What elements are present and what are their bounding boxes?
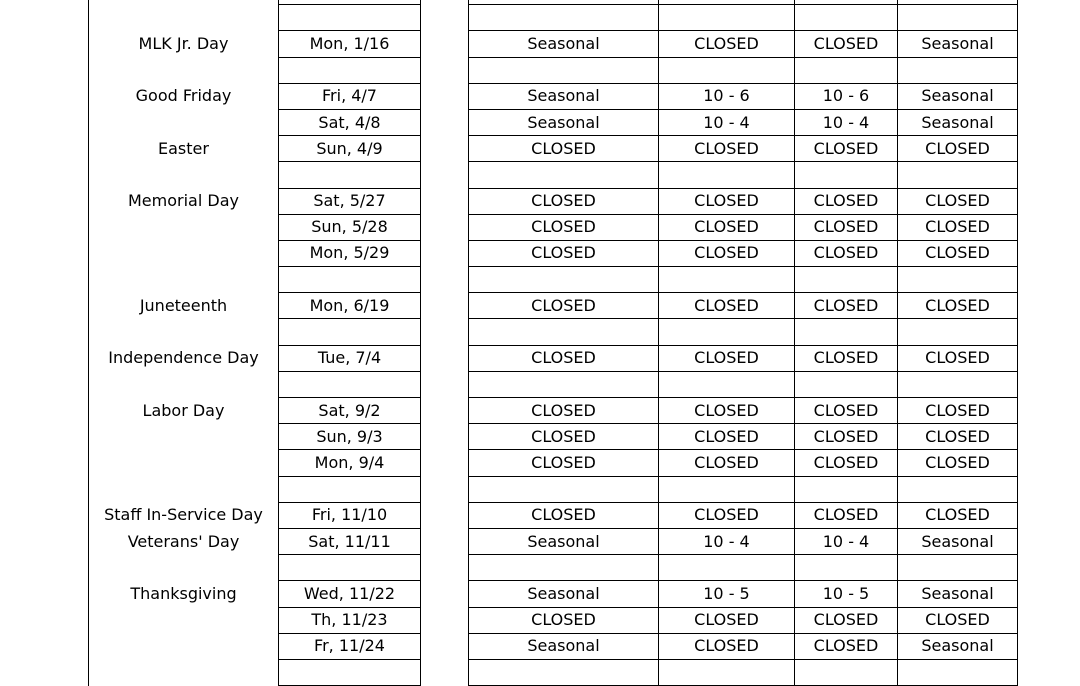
- hours-column-4-cell: CLOSED: [898, 136, 1018, 162]
- date-cell: [279, 659, 421, 685]
- hours-column-4-cell: CLOSED: [898, 424, 1018, 450]
- hours-column-4-cell: Seasonal: [898, 31, 1018, 57]
- hours-column-1-cell: CLOSED: [469, 188, 659, 214]
- hours-column-1-cell: CLOSED: [469, 502, 659, 528]
- date-cell: Fri, 4/7: [279, 83, 421, 109]
- hours-column-1-cell: CLOSED: [469, 345, 659, 371]
- hours-column-3-cell: CLOSED: [795, 607, 898, 633]
- blank-column-cell: [421, 607, 469, 633]
- table-row: [89, 502, 1018, 528]
- blank-column-cell: [421, 31, 469, 57]
- hours-column-2-cell: [659, 319, 795, 345]
- date-cell: Fri, 11/10: [279, 502, 421, 528]
- table-row: [89, 162, 1018, 188]
- hours-column-2-cell: 10 - 5: [659, 581, 795, 607]
- date-cell: [279, 476, 421, 502]
- holiday-name-cell: Labor Day: [89, 398, 279, 424]
- date-cell: Fr, 11/24: [279, 633, 421, 659]
- hours-column-1-cell: [469, 476, 659, 502]
- date-cell: Mon, 9/4: [279, 450, 421, 476]
- hours-column-3-cell: [795, 476, 898, 502]
- table-row: [89, 633, 1018, 659]
- hours-column-2-cell: CLOSED: [659, 502, 795, 528]
- table-row: [89, 31, 1018, 57]
- hours-column-1-cell: Seasonal: [469, 633, 659, 659]
- hours-column-1-cell: [469, 659, 659, 685]
- hours-column-1-cell: Seasonal: [469, 581, 659, 607]
- date-cell: Sat, 5/27: [279, 188, 421, 214]
- date-cell: Mon, 6/19: [279, 293, 421, 319]
- holiday-name-cell: [89, 659, 279, 685]
- hours-column-4-cell: CLOSED: [898, 293, 1018, 319]
- holiday-name-cell: [89, 476, 279, 502]
- table-row: [89, 136, 1018, 162]
- hours-column-3-cell: [795, 267, 898, 293]
- date-cell: Th, 11/23: [279, 607, 421, 633]
- date-cell: [279, 319, 421, 345]
- holiday-name-cell: [89, 607, 279, 633]
- hours-column-4-cell: Seasonal: [898, 83, 1018, 109]
- hours-column-2-cell: 10 - 6: [659, 83, 795, 109]
- hours-column-4-cell: CLOSED: [898, 398, 1018, 424]
- holiday-name-cell: [89, 267, 279, 293]
- holiday-name-cell: [89, 109, 279, 135]
- hours-column-3-cell: 10 - 4: [795, 109, 898, 135]
- date-cell: Sun, 4/9: [279, 136, 421, 162]
- hours-column-2-cell: CLOSED: [659, 188, 795, 214]
- holiday-name-cell: Good Friday: [89, 83, 279, 109]
- blank-column-cell: [421, 162, 469, 188]
- holiday-name-cell: [89, 371, 279, 397]
- holiday-name-cell: [89, 240, 279, 266]
- holiday-name-cell: [89, 450, 279, 476]
- blank-column-cell: [421, 502, 469, 528]
- blank-column-cell: [421, 240, 469, 266]
- hours-column-3-cell: CLOSED: [795, 214, 898, 240]
- hours-column-4-cell: CLOSED: [898, 345, 1018, 371]
- table-row: [89, 450, 1018, 476]
- blank-column-cell: [421, 398, 469, 424]
- hours-column-3-cell: CLOSED: [795, 398, 898, 424]
- hours-column-1-cell: [469, 267, 659, 293]
- hours-column-1-cell: [469, 371, 659, 397]
- date-cell: Mon, 1/16: [279, 31, 421, 57]
- hours-column-4-cell: CLOSED: [898, 188, 1018, 214]
- hours-column-4-cell: Seasonal: [898, 581, 1018, 607]
- hours-column-1-cell: Seasonal: [469, 31, 659, 57]
- blank-column-cell: [421, 345, 469, 371]
- blank-column-cell: [421, 83, 469, 109]
- hours-column-3-cell: CLOSED: [795, 240, 898, 266]
- date-cell: [279, 267, 421, 293]
- table-row: [89, 319, 1018, 345]
- holiday-name-cell: Memorial Day: [89, 188, 279, 214]
- hours-column-3-cell: [795, 659, 898, 685]
- hours-column-4-cell: [898, 162, 1018, 188]
- blank-column-cell: [421, 136, 469, 162]
- hours-column-4-cell: [898, 555, 1018, 581]
- blank-column-cell: [421, 5, 469, 31]
- hours-column-3-cell: [795, 162, 898, 188]
- hours-column-2-cell: [659, 162, 795, 188]
- blank-column-cell: [421, 476, 469, 502]
- blank-column-cell: [421, 371, 469, 397]
- holiday-name-cell: [89, 214, 279, 240]
- hours-column-3-cell: CLOSED: [795, 345, 898, 371]
- table-row: [89, 528, 1018, 554]
- table-row: [89, 607, 1018, 633]
- hours-column-3-cell: CLOSED: [795, 502, 898, 528]
- blank-column-cell: [421, 319, 469, 345]
- hours-column-2-cell: [659, 5, 795, 31]
- date-cell: [279, 57, 421, 83]
- blank-column-cell: [421, 57, 469, 83]
- hours-column-2-cell: 10 - 4: [659, 528, 795, 554]
- hours-column-2-cell: CLOSED: [659, 214, 795, 240]
- hours-column-2-cell: CLOSED: [659, 240, 795, 266]
- blank-column-cell: [421, 424, 469, 450]
- date-cell: [279, 371, 421, 397]
- hours-column-1-cell: CLOSED: [469, 214, 659, 240]
- holiday-name-cell: Juneteenth: [89, 293, 279, 319]
- hours-column-4-cell: [898, 319, 1018, 345]
- hours-column-2-cell: [659, 659, 795, 685]
- table-row: [89, 371, 1018, 397]
- hours-column-1-cell: CLOSED: [469, 424, 659, 450]
- hours-column-4-cell: [898, 5, 1018, 31]
- blank-column-cell: [421, 214, 469, 240]
- hours-column-3-cell: CLOSED: [795, 424, 898, 450]
- blank-column-cell: [421, 528, 469, 554]
- hours-column-2-cell: CLOSED: [659, 345, 795, 371]
- hours-column-3-cell: CLOSED: [795, 188, 898, 214]
- date-cell: Sun, 9/3: [279, 424, 421, 450]
- blank-column-cell: [421, 633, 469, 659]
- table-row: [89, 57, 1018, 83]
- hours-column-2-cell: CLOSED: [659, 633, 795, 659]
- hours-column-2-cell: CLOSED: [659, 31, 795, 57]
- hours-column-4-cell: CLOSED: [898, 240, 1018, 266]
- table-row: [89, 398, 1018, 424]
- hours-column-1-cell: CLOSED: [469, 136, 659, 162]
- hours-column-1-cell: CLOSED: [469, 398, 659, 424]
- hours-column-4-cell: [898, 659, 1018, 685]
- holiday-name-cell: [89, 162, 279, 188]
- hours-column-3-cell: CLOSED: [795, 31, 898, 57]
- holiday-name-cell: [89, 5, 279, 31]
- date-cell: Sun, 5/28: [279, 214, 421, 240]
- table-row: [89, 424, 1018, 450]
- holiday-name-cell: Independence Day: [89, 345, 279, 371]
- table-row: [89, 109, 1018, 135]
- table-body: [89, 0, 1018, 686]
- hours-column-3-cell: [795, 371, 898, 397]
- hours-column-1-cell: [469, 162, 659, 188]
- hours-column-4-cell: [898, 57, 1018, 83]
- holiday-name-cell: [89, 319, 279, 345]
- blank-column-cell: [421, 581, 469, 607]
- blank-column-cell: [421, 450, 469, 476]
- hours-column-2-cell: [659, 371, 795, 397]
- hours-column-2-cell: CLOSED: [659, 293, 795, 319]
- hours-column-4-cell: Seasonal: [898, 633, 1018, 659]
- blank-column-cell: [421, 293, 469, 319]
- hours-column-4-cell: CLOSED: [898, 450, 1018, 476]
- hours-column-2-cell: [659, 57, 795, 83]
- holiday-name-cell: Veterans' Day: [89, 528, 279, 554]
- hours-column-1-cell: [469, 57, 659, 83]
- date-cell: [279, 555, 421, 581]
- table-row: [89, 345, 1018, 371]
- holiday-name-cell: MLK Jr. Day: [89, 31, 279, 57]
- date-cell: [279, 5, 421, 31]
- holiday-name-cell: [89, 555, 279, 581]
- hours-column-3-cell: 10 - 5: [795, 581, 898, 607]
- hours-column-4-cell: [898, 476, 1018, 502]
- table-row: [89, 555, 1018, 581]
- date-cell: Sat, 9/2: [279, 398, 421, 424]
- hours-column-2-cell: CLOSED: [659, 450, 795, 476]
- hours-column-2-cell: CLOSED: [659, 607, 795, 633]
- blank-column-cell: [421, 109, 469, 135]
- table-row: [89, 240, 1018, 266]
- hours-column-3-cell: [795, 555, 898, 581]
- table-row: [89, 476, 1018, 502]
- date-cell: Mon, 5/29: [279, 240, 421, 266]
- hours-column-3-cell: CLOSED: [795, 293, 898, 319]
- holiday-name-cell: [89, 633, 279, 659]
- hours-column-1-cell: [469, 5, 659, 31]
- hours-column-4-cell: [898, 371, 1018, 397]
- table-row: [89, 659, 1018, 685]
- holiday-hours-table: [88, 0, 1018, 686]
- hours-column-3-cell: CLOSED: [795, 633, 898, 659]
- table-row: [89, 581, 1018, 607]
- hours-column-1-cell: Seasonal: [469, 528, 659, 554]
- hours-column-3-cell: 10 - 4: [795, 528, 898, 554]
- table-row: [89, 188, 1018, 214]
- hours-column-1-cell: [469, 555, 659, 581]
- holiday-name-cell: Easter: [89, 136, 279, 162]
- blank-column-cell: [421, 555, 469, 581]
- hours-column-4-cell: CLOSED: [898, 607, 1018, 633]
- blank-column-cell: [421, 659, 469, 685]
- hours-column-2-cell: [659, 267, 795, 293]
- hours-column-1-cell: CLOSED: [469, 240, 659, 266]
- hours-column-3-cell: [795, 319, 898, 345]
- holiday-name-cell: Staff In-Service Day: [89, 502, 279, 528]
- hours-column-3-cell: CLOSED: [795, 136, 898, 162]
- date-cell: [279, 162, 421, 188]
- hours-column-2-cell: CLOSED: [659, 398, 795, 424]
- hours-column-4-cell: CLOSED: [898, 214, 1018, 240]
- table-row: [89, 83, 1018, 109]
- hours-column-4-cell: CLOSED: [898, 502, 1018, 528]
- hours-column-1-cell: CLOSED: [469, 607, 659, 633]
- hours-column-3-cell: 10 - 6: [795, 83, 898, 109]
- blank-column-cell: [421, 188, 469, 214]
- holiday-name-cell: Thanksgiving: [89, 581, 279, 607]
- table-row: [89, 293, 1018, 319]
- hours-column-1-cell: CLOSED: [469, 450, 659, 476]
- hours-column-1-cell: [469, 319, 659, 345]
- blank-column-cell: [421, 267, 469, 293]
- hours-column-1-cell: Seasonal: [469, 109, 659, 135]
- date-cell: Sat, 11/11: [279, 528, 421, 554]
- hours-column-4-cell: Seasonal: [898, 109, 1018, 135]
- hours-column-1-cell: Seasonal: [469, 83, 659, 109]
- hours-column-3-cell: [795, 57, 898, 83]
- hours-column-3-cell: [795, 5, 898, 31]
- hours-column-2-cell: [659, 555, 795, 581]
- table-row: [89, 5, 1018, 31]
- date-cell: Sat, 4/8: [279, 109, 421, 135]
- table-row: [89, 214, 1018, 240]
- date-cell: Wed, 11/22: [279, 581, 421, 607]
- holiday-name-cell: [89, 424, 279, 450]
- hours-column-4-cell: [898, 267, 1018, 293]
- hours-column-3-cell: CLOSED: [795, 450, 898, 476]
- hours-column-2-cell: [659, 476, 795, 502]
- hours-column-1-cell: CLOSED: [469, 293, 659, 319]
- hours-column-2-cell: CLOSED: [659, 136, 795, 162]
- table-row: [89, 267, 1018, 293]
- hours-column-4-cell: Seasonal: [898, 528, 1018, 554]
- holiday-name-cell: [89, 57, 279, 83]
- date-cell: Tue, 7/4: [279, 345, 421, 371]
- hours-column-2-cell: 10 - 4: [659, 109, 795, 135]
- hours-column-2-cell: CLOSED: [659, 424, 795, 450]
